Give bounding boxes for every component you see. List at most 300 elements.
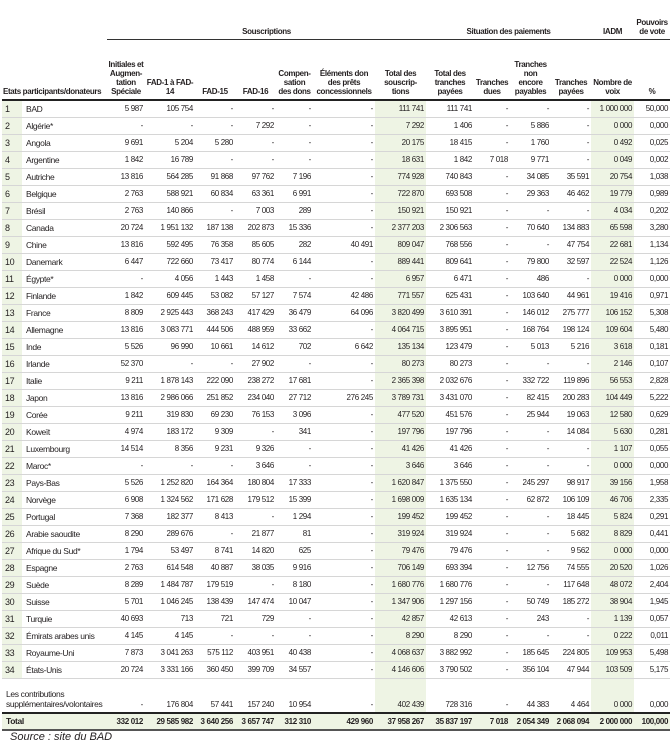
table-cell: 36 479 <box>276 304 313 321</box>
table-cell: 1 951 132 <box>145 219 195 236</box>
participant-name: Chine <box>22 236 107 253</box>
table-row <box>2 559 670 576</box>
table-cell: 0,441 <box>634 525 670 542</box>
table-cell: - <box>313 525 375 542</box>
table-cell: 2 146 <box>591 355 634 372</box>
table-cell: 27 902 <box>235 355 276 372</box>
row-number: 16 <box>2 355 22 372</box>
table-row <box>2 253 670 270</box>
table-cell: 0,000 <box>634 270 670 287</box>
column-header: Tranches dues <box>474 40 510 100</box>
table-cell: 29 363 <box>510 185 551 202</box>
participant-name: Suède <box>22 576 107 593</box>
table-cell: 222 090 <box>195 372 235 389</box>
table-cell: - <box>145 355 195 372</box>
participant-name: Norvège <box>22 491 107 508</box>
table-cell: 50,000 <box>634 100 670 118</box>
table-cell: 14 514 <box>107 440 145 457</box>
table-cell: 13 816 <box>107 321 145 338</box>
table-cell: 2 925 443 <box>145 304 195 321</box>
table-cell: 1 406 <box>426 117 474 134</box>
table-cell: 29 585 982 <box>145 713 195 730</box>
table-cell: 1 107 <box>591 440 634 457</box>
table-cell: 146 012 <box>510 304 551 321</box>
table-cell: - <box>474 372 510 389</box>
table-cell: 3 096 <box>276 406 313 423</box>
table-cell: - <box>107 457 145 474</box>
table-cell: - <box>313 542 375 559</box>
table-cell: - <box>474 202 510 219</box>
table-cell: 2 365 398 <box>375 372 426 389</box>
table-cell: 117 648 <box>551 576 591 593</box>
table-cell: 64 096 <box>313 304 375 321</box>
table-cell: - <box>313 627 375 644</box>
table-cell: - <box>474 525 510 542</box>
table-cell: 46 706 <box>591 491 634 508</box>
group-souscriptions: Souscriptions <box>107 18 426 40</box>
participant-name: Suisse <box>22 593 107 610</box>
table-cell: 2 763 <box>107 185 145 202</box>
table-cell: 332 722 <box>510 372 551 389</box>
table-cell: 399 709 <box>235 661 276 678</box>
table-cell: 575 112 <box>195 644 235 661</box>
table-cell: 9 211 <box>107 406 145 423</box>
table-cell: 10 954 <box>276 678 313 713</box>
table-cell: 150 921 <box>375 202 426 219</box>
table-cell: 1,038 <box>634 168 670 185</box>
table-cell: - <box>313 610 375 627</box>
table-row <box>2 338 670 355</box>
table-cell: 1,026 <box>634 559 670 576</box>
table-cell: - <box>313 678 375 713</box>
participant-name: Algérie* <box>22 117 107 134</box>
row-number: 10 <box>2 253 22 270</box>
table-cell: - <box>276 440 313 457</box>
table-cell: - <box>195 117 235 134</box>
table-cell: 234 040 <box>235 389 276 406</box>
table-cell: 202 873 <box>235 219 276 236</box>
table-cell: 3 610 391 <box>426 304 474 321</box>
table-cell: 13 816 <box>107 389 145 406</box>
table-cell: 14 084 <box>551 423 591 440</box>
table-cell: 1 046 245 <box>145 593 195 610</box>
table-cell: 0,989 <box>634 185 670 202</box>
table-cell: 417 429 <box>235 304 276 321</box>
table-cell: 444 506 <box>195 321 235 338</box>
table-cell: 693 508 <box>426 185 474 202</box>
table-cell: - <box>195 151 235 168</box>
table-cell: 0,971 <box>634 287 670 304</box>
table-cell: 44 961 <box>551 287 591 304</box>
table-cell: 0 222 <box>591 627 634 644</box>
table-cell: 80 774 <box>235 253 276 270</box>
table-row <box>2 457 670 474</box>
table-cell: 4 145 <box>107 627 145 644</box>
table-cell: - <box>313 661 375 678</box>
table-cell: 276 245 <box>313 389 375 406</box>
table-cell: 3 657 747 <box>235 713 276 730</box>
column-header: Etats participants/donateurs <box>2 40 107 100</box>
table-cell: - <box>107 117 145 134</box>
table-cell: 721 <box>195 610 235 627</box>
table-row <box>2 491 670 508</box>
table-cell: - <box>551 202 591 219</box>
table-cell: 702 <box>276 338 313 355</box>
table-cell: 85 605 <box>235 236 276 253</box>
table-row <box>2 593 670 610</box>
participant-name: Allemagne <box>22 321 107 338</box>
table-cell: - <box>510 355 551 372</box>
table-cell: 0 000 <box>591 270 634 287</box>
table-cell: - <box>145 117 195 134</box>
table-cell: 65 598 <box>591 219 634 236</box>
row-number: 20 <box>2 423 22 440</box>
row-number: 26 <box>2 525 22 542</box>
table-cell: 32 597 <box>551 253 591 270</box>
table-row <box>2 304 670 321</box>
table-cell: 0 049 <box>591 151 634 168</box>
total-row <box>2 713 670 730</box>
table-cell: 5,480 <box>634 321 670 338</box>
group-paiements: Situation des paiements <box>426 18 591 40</box>
table-cell: 74 555 <box>551 559 591 576</box>
table-row <box>2 270 670 287</box>
table-cell: 25 944 <box>510 406 551 423</box>
table-cell: - <box>551 355 591 372</box>
table-cell: 12 756 <box>510 559 551 576</box>
table-cell: 1 375 550 <box>426 474 474 491</box>
table-cell: - <box>474 100 510 118</box>
participant-name: Irlande <box>22 355 107 372</box>
table-cell: - <box>510 202 551 219</box>
table-cell: 15 336 <box>276 219 313 236</box>
table-cell: 4 056 <box>145 270 195 287</box>
table-cell: 53 082 <box>195 287 235 304</box>
table-cell: - <box>474 576 510 593</box>
row-number: 19 <box>2 406 22 423</box>
table-cell: 123 479 <box>426 338 474 355</box>
table-cell: 1 794 <box>107 542 145 559</box>
table-cell: - <box>235 576 276 593</box>
table-cell: 60 834 <box>195 185 235 202</box>
table-cell: - <box>474 457 510 474</box>
table-cell: 197 796 <box>426 423 474 440</box>
table-cell: 722 870 <box>375 185 426 202</box>
table-cell: 3 646 <box>426 457 474 474</box>
table-cell: 625 <box>276 542 313 559</box>
table-cell: 2,828 <box>634 372 670 389</box>
table-cell: 3 041 263 <box>145 644 195 661</box>
table-cell: 5 526 <box>107 474 145 491</box>
table-cell: 2 054 349 <box>510 713 551 730</box>
table-cell: - <box>313 185 375 202</box>
participant-name: Royaume-Uni <box>22 644 107 661</box>
table-cell: 9 771 <box>510 151 551 168</box>
participant-name: Émirats arabes unis <box>22 627 107 644</box>
participant-name: Total <box>2 713 107 730</box>
table-cell: 4 974 <box>107 423 145 440</box>
table-cell: 2 000 000 <box>591 713 634 730</box>
column-header: FAD-16 <box>235 40 276 100</box>
table-cell: 9 691 <box>107 134 145 151</box>
table-cell: - <box>474 491 510 508</box>
table-cell: - <box>510 508 551 525</box>
table-cell: 6 957 <box>375 270 426 287</box>
table-cell: 18 415 <box>426 134 474 151</box>
table-cell: - <box>474 185 510 202</box>
table-cell: - <box>551 610 591 627</box>
table-cell: 40 693 <box>107 610 145 627</box>
table-cell: 147 474 <box>235 593 276 610</box>
table-cell: 57 127 <box>235 287 276 304</box>
table-cell: 48 072 <box>591 576 634 593</box>
table-cell: 2 377 203 <box>375 219 426 236</box>
table-cell: 1 842 <box>107 287 145 304</box>
table-cell: 7 292 <box>235 117 276 134</box>
participant-name: Arabie saoudite <box>22 525 107 542</box>
table-cell: 2,335 <box>634 491 670 508</box>
table-cell: 3 083 771 <box>145 321 195 338</box>
table-cell: - <box>551 100 591 118</box>
table-cell: 4 146 606 <box>375 661 426 678</box>
table-cell: - <box>313 100 375 118</box>
table-cell: 809 047 <box>375 236 426 253</box>
table-row <box>2 508 670 525</box>
table-cell: 81 <box>276 525 313 542</box>
table-row <box>2 236 670 253</box>
table-cell: 1 443 <box>195 270 235 287</box>
table-cell: 47 944 <box>551 661 591 678</box>
table-cell: - <box>313 134 375 151</box>
table-cell: - <box>313 440 375 457</box>
table-cell: 0,000 <box>634 117 670 134</box>
table-cell: 1 458 <box>235 270 276 287</box>
table-cell: 19 416 <box>591 287 634 304</box>
table-cell: 740 843 <box>426 168 474 185</box>
table-cell: 1,126 <box>634 253 670 270</box>
table-cell: - <box>474 270 510 287</box>
table-cell: 609 445 <box>145 287 195 304</box>
table-cell: 109 604 <box>591 321 634 338</box>
table-cell: 56 553 <box>591 372 634 389</box>
table-row <box>2 100 670 118</box>
table-cell: 729 <box>235 610 276 627</box>
table-cell: - <box>510 542 551 559</box>
participant-name: Finlande <box>22 287 107 304</box>
table-cell: - <box>313 576 375 593</box>
table-cell: 486 <box>510 270 551 287</box>
table-cell: 5 526 <box>107 338 145 355</box>
table-cell: 5 630 <box>591 423 634 440</box>
table-cell: 282 <box>276 236 313 253</box>
table-cell: 771 557 <box>375 287 426 304</box>
table-cell: 5 824 <box>591 508 634 525</box>
table-cell: 1 842 <box>107 151 145 168</box>
row-number: 18 <box>2 389 22 406</box>
table-cell: 180 804 <box>235 474 276 491</box>
table-cell: 0,000 <box>634 678 670 713</box>
table-cell: 0,629 <box>634 406 670 423</box>
table-cell: 0,000 <box>634 457 670 474</box>
table-cell: - <box>276 134 313 151</box>
table-cell: 150 921 <box>426 202 474 219</box>
table-cell: - <box>195 202 235 219</box>
row-number: 28 <box>2 559 22 576</box>
table-cell: - <box>474 440 510 457</box>
table-cell: 138 439 <box>195 593 235 610</box>
column-header: Total des souscrip-tions <box>375 40 426 100</box>
table-cell: 76 153 <box>235 406 276 423</box>
participant-name: Égypte* <box>22 270 107 287</box>
table-cell: 27 712 <box>276 389 313 406</box>
table-row <box>2 321 670 338</box>
row-number: 2 <box>2 117 22 134</box>
column-header: Tranches payées <box>551 40 591 100</box>
participant-name: Turquie <box>22 610 107 627</box>
table-cell: 57 441 <box>195 678 235 713</box>
table-cell: - <box>474 559 510 576</box>
participant-name: Portugal <box>22 508 107 525</box>
table-cell: - <box>313 321 375 338</box>
table-cell: - <box>235 100 276 118</box>
table-cell: 104 449 <box>591 389 634 406</box>
table-cell: 18 445 <box>551 508 591 525</box>
participant-name: Canada <box>22 219 107 236</box>
column-header: Éléments don des prêts concessionnels <box>313 40 375 100</box>
table-row <box>2 134 670 151</box>
table-cell: 451 576 <box>426 406 474 423</box>
table-cell: 728 316 <box>426 678 474 713</box>
table-cell: 0,000 <box>634 542 670 559</box>
table-row <box>2 423 670 440</box>
table-cell: 73 417 <box>195 253 235 270</box>
table-cell: - <box>276 610 313 627</box>
table-cell: 1 842 <box>426 151 474 168</box>
table-cell: 34 085 <box>510 168 551 185</box>
table-row <box>2 355 670 372</box>
table-cell: 713 <box>145 610 195 627</box>
table-cell: - <box>145 457 195 474</box>
table-cell: 69 230 <box>195 406 235 423</box>
table-row <box>2 117 670 134</box>
row-number: 30 <box>2 593 22 610</box>
row-number: 24 <box>2 491 22 508</box>
table-cell: 15 399 <box>276 491 313 508</box>
table-cell: - <box>235 151 276 168</box>
table-cell: 103 640 <box>510 287 551 304</box>
table-cell: - <box>313 491 375 508</box>
table-cell: 564 285 <box>145 168 195 185</box>
table-cell: - <box>474 253 510 270</box>
table-cell: 41 426 <box>426 440 474 457</box>
table-cell: 42 486 <box>313 287 375 304</box>
table-cell: 0,055 <box>634 440 670 457</box>
table-cell: 1 297 156 <box>426 593 474 610</box>
table-cell: 7 196 <box>276 168 313 185</box>
table-cell: 1 878 143 <box>145 372 195 389</box>
row-number: 1 <box>2 100 22 118</box>
table-cell: 19 063 <box>551 406 591 423</box>
table-cell: - <box>313 168 375 185</box>
table-cell: 488 959 <box>235 321 276 338</box>
participant-name: Argentine <box>22 151 107 168</box>
participant-name: Inde <box>22 338 107 355</box>
table-cell: 1 635 134 <box>426 491 474 508</box>
table-cell: 17 333 <box>276 474 313 491</box>
table-cell: 199 452 <box>426 508 474 525</box>
table-cell: 1,958 <box>634 474 670 491</box>
table-cell: 403 951 <box>235 644 276 661</box>
table-cell: 429 960 <box>313 713 375 730</box>
table-row <box>2 168 670 185</box>
table-cell: 5 280 <box>195 134 235 151</box>
table-cell: - <box>474 355 510 372</box>
table-cell: - <box>107 270 145 287</box>
table-cell: 251 852 <box>195 389 235 406</box>
table-cell: - <box>474 287 510 304</box>
table-cell: 0 000 <box>591 542 634 559</box>
row-number: 32 <box>2 627 22 644</box>
row-number: 11 <box>2 270 22 287</box>
table-cell: - <box>313 202 375 219</box>
table-cell: 7 574 <box>276 287 313 304</box>
table-cell: 3 895 951 <box>426 321 474 338</box>
table-cell: 13 816 <box>107 168 145 185</box>
table-cell: 34 557 <box>276 661 313 678</box>
table-cell: - <box>313 644 375 661</box>
participant-name: BAD <box>22 100 107 118</box>
table-cell: 6 908 <box>107 491 145 508</box>
table-cell: 91 868 <box>195 168 235 185</box>
table-cell: 3 640 256 <box>195 713 235 730</box>
bad-participants-table <box>2 18 670 731</box>
participant-name: Angola <box>22 134 107 151</box>
table-cell: - <box>313 474 375 491</box>
table-cell: 289 <box>276 202 313 219</box>
table-cell: 1 698 009 <box>375 491 426 508</box>
table-cell: - <box>195 100 235 118</box>
table-cell: 243 <box>510 610 551 627</box>
table-row <box>2 644 670 661</box>
table-cell: 8 289 <box>107 576 145 593</box>
table-cell: 2 068 094 <box>551 713 591 730</box>
row-number: 5 <box>2 168 22 185</box>
table-row <box>2 440 670 457</box>
table-cell: 171 628 <box>195 491 235 508</box>
table-cell: 0 000 <box>591 457 634 474</box>
table-cell: - <box>276 151 313 168</box>
table-cell: 1,134 <box>634 236 670 253</box>
table-cell: 182 377 <box>145 508 195 525</box>
table-cell: - <box>474 593 510 610</box>
table-row <box>2 576 670 593</box>
column-header: Nombre de voix <box>591 40 634 100</box>
table-cell: 706 149 <box>375 559 426 576</box>
table-cell: 6 642 <box>313 338 375 355</box>
table-cell: 20 754 <box>591 168 634 185</box>
table-cell: 3,280 <box>634 219 670 236</box>
table-cell: 46 462 <box>551 185 591 202</box>
table-cell: 5,498 <box>634 644 670 661</box>
row-number: 8 <box>2 219 22 236</box>
table-cell: - <box>510 525 551 542</box>
table-cell: 96 990 <box>145 338 195 355</box>
table-cell: - <box>510 457 551 474</box>
table-cell: - <box>474 644 510 661</box>
table-cell: 183 172 <box>145 423 195 440</box>
table-cell: 7 018 <box>474 713 510 730</box>
table-cell: 16 789 <box>145 151 195 168</box>
